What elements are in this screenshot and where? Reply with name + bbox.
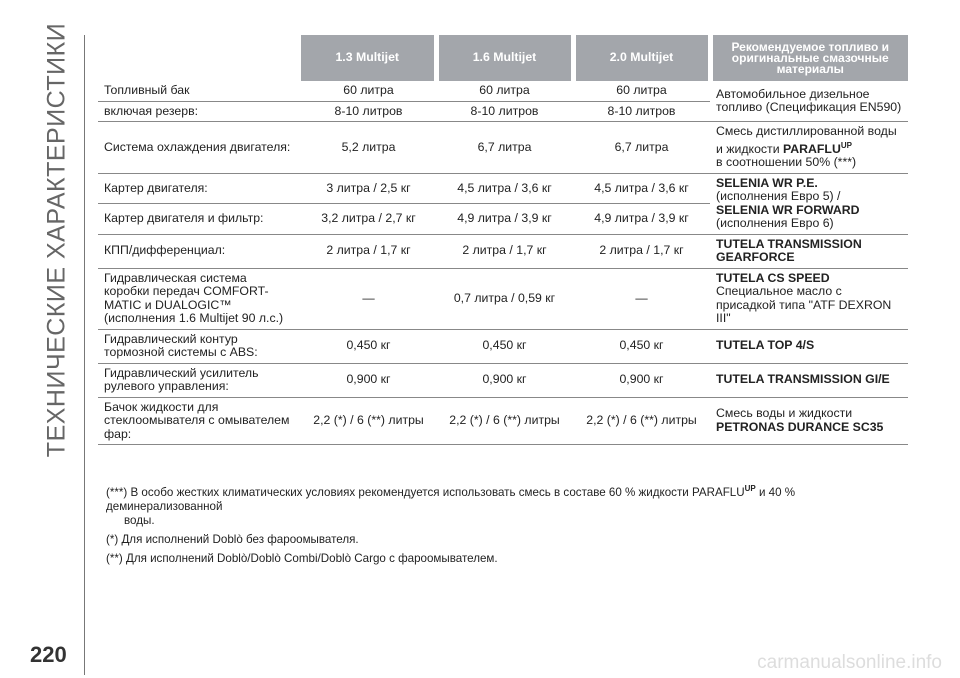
table-row <box>98 122 908 174</box>
header-1-3-multijet: 1.3 Multijet <box>301 35 436 81</box>
footnote-1-cont: воды. <box>124 513 155 527</box>
rec-engine-oil <box>710 173 908 234</box>
table-row <box>98 329 908 363</box>
table-row <box>98 81 908 101</box>
footnote-double-star: (**) Для исполнений Doblò/Doblò Combi/Doblò Cargo с фароомывателем. <box>106 551 498 565</box>
rec-fuel: Автомобильное дизельное топливо (Спецификация EN590) <box>716 86 902 114</box>
vertical-rule <box>84 35 85 675</box>
value-2-0: 0,900 кг <box>619 372 664 387</box>
footnotes <box>106 482 906 571</box>
value-1-6: 8-10 литров <box>470 103 539 118</box>
footnote-1-text-end: и 40 % деминерализованной <box>106 485 796 513</box>
value-1-6: 0,450 кг <box>482 338 527 353</box>
side-title: ТЕХНИЧЕСКИЕ ХАРАКТЕРИСТИКИ <box>42 22 71 458</box>
rec-steering: TUTELA TRANSMISSION GI/E <box>716 372 890 387</box>
rec-oil-2-note: (исполнения Евро 6) <box>716 216 834 231</box>
footnote-1-text: (***) В особо жестких климатических условиях рекомендуется использовать смесь в составе 60 % жидкости PARAFLU <box>106 485 745 499</box>
footnote-1-sup: UP <box>744 484 756 493</box>
table-row <box>98 397 908 445</box>
rec-coolant-brand: PARAFLU <box>782 141 841 156</box>
value-1-6: 2,2 (*) / 6 (**) литры <box>449 413 560 428</box>
value-1-3: — <box>362 290 375 305</box>
value-1-3: 60 литра <box>343 83 394 97</box>
row-label: Картер двигателя и фильтр: <box>104 211 264 226</box>
value-1-6: 60 литра <box>479 83 530 97</box>
row-label: Картер двигателя: <box>104 180 208 195</box>
header-blank-cell <box>98 35 301 81</box>
rec-washer-brand: PETRONAS DURANCE SC35 <box>716 419 884 434</box>
value-2-0: 4,5 литра / 3,6 кг <box>594 180 689 195</box>
value-1-6: 6,7 литра <box>477 139 532 154</box>
value-1-3: 8-10 литров <box>334 103 403 118</box>
value-2-0: 0,450 кг <box>619 338 664 353</box>
table-row <box>98 268 908 329</box>
header-recommended: Рекомендуемое топливо и оригинальные смазочные материалы <box>710 35 908 81</box>
rec-coolant-ratio: в соотношении 50% (***) <box>716 155 857 170</box>
value-1-6: 4,5 литра / 3,6 кг <box>457 180 552 195</box>
row-label: Гидравлический усилитель рулевого управления: <box>104 365 259 394</box>
row-label: включая резерв: <box>104 103 199 118</box>
value-1-3: 3 литра / 2,5 кг <box>326 180 411 195</box>
header-2-0-multijet: 2.0 Multijet <box>573 35 710 81</box>
value-1-3: 2,2 (*) / 6 (**) литры <box>313 413 424 428</box>
value-2-0: 4,9 литра / 3,9 кг <box>594 211 689 226</box>
value-1-3: 3,2 литра / 2,7 кг <box>321 211 416 226</box>
value-2-0: 8-10 литров <box>607 103 676 118</box>
rec-oil-2: SELENIA WR FORWARD <box>716 202 860 217</box>
value-2-0: 2 литра / 1,7 кг <box>599 243 684 258</box>
footnote-single-star: (*) Для исполнений Doblò без фароомывателя. <box>106 532 359 546</box>
value-1-6: 4,9 литра / 3,9 кг <box>457 211 552 226</box>
row-label: Топливный бак <box>104 83 190 97</box>
rec-coolant-sup: UP <box>840 140 852 150</box>
rec-washer-text: Смесь воды и жидкости <box>716 406 853 421</box>
capacities-table <box>98 35 908 445</box>
watermark: carmanualsonline.info <box>757 652 942 673</box>
value-2-0: — <box>635 290 648 305</box>
rec-brake: TUTELA TOP 4/S <box>716 338 815 353</box>
rec-oil-1-note: (исполнения Евро 5) / <box>716 189 841 204</box>
rec-oil-1: SELENIA WR P.E. <box>716 175 818 190</box>
footnote-triple-star <box>106 482 906 528</box>
page-number: 220 <box>30 642 67 667</box>
row-label: КПП/дифференциал: <box>104 243 226 258</box>
value-1-6: 2 литра / 1,7 кг <box>462 243 547 258</box>
value-2-0: 2,2 (*) / 6 (**) литры <box>586 413 697 428</box>
value-1-3: 0,900 кг <box>346 372 391 387</box>
rec-coolant <box>710 122 908 174</box>
value-1-3: 5,2 литра <box>341 139 396 154</box>
rec-hydraulic <box>710 268 908 329</box>
table-row <box>98 173 908 204</box>
value-1-6: 0,900 кг <box>482 372 527 387</box>
row-label: Гидравлический контур тормозной системы с ABS: <box>104 331 258 360</box>
table-header-row <box>98 35 908 81</box>
value-2-0: 6,7 литра <box>614 139 669 154</box>
row-label: Система охлаждения двигателя: <box>104 139 291 154</box>
value-2-0: 60 литра <box>616 83 667 97</box>
value-1-3: 0,450 кг <box>346 338 391 353</box>
rec-washer <box>710 397 908 445</box>
row-label: Гидравлическая система коробки передач COMFORT-MATIC и DUALOGIC™ (исполнения 1.6 Multijet 90 л.с.) <box>104 270 284 326</box>
value-1-6: 0,7 литра / 0,59 кг <box>453 290 556 305</box>
value-1-3: 2 литра / 1,7 кг <box>326 243 411 258</box>
rec-gearbox: TUTELA TRANSMISSION GEARFORCE <box>716 236 862 265</box>
rec-coolant-text: Смесь дистиллированной воды и жидкости <box>716 124 897 156</box>
table-row <box>98 234 908 268</box>
rec-hydraulic-brand: TUTELA CS SPEED <box>716 270 830 285</box>
table-row <box>98 363 908 397</box>
rec-hydraulic-note: Специальное масло с присадкой типа "ATF DEXRON III" <box>716 284 892 326</box>
row-label: Бачок жидкости для стеклоомывателя с омывателем фар: <box>104 399 290 441</box>
header-1-6-multijet: 1.6 Multijet <box>436 35 573 81</box>
